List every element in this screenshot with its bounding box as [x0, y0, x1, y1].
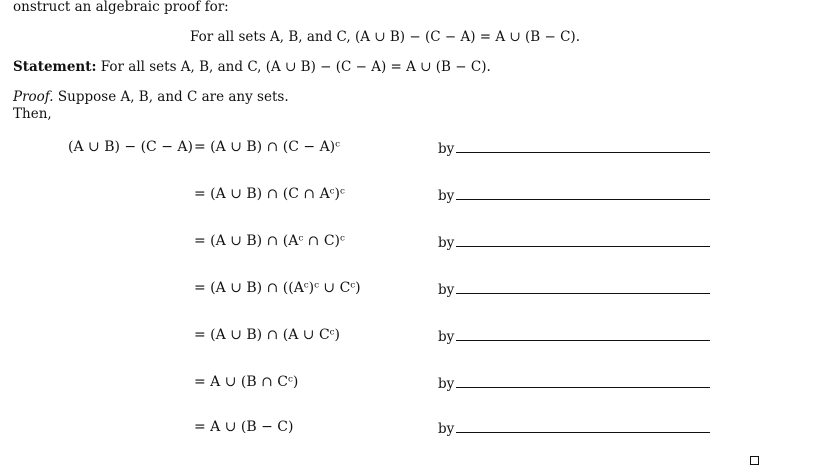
justification-blank[interactable]: [456, 340, 710, 341]
proof-label: Proof.: [13, 89, 54, 105]
step-by-label: by: [438, 188, 455, 204]
statement-text: For all sets A, B, and C, (A ∪ B) − (C − A) = A ∪ (B − C).: [100, 59, 491, 75]
centered-statement: For all sets A, B, and C, (A ∪ B) − (C − A) = A ∪ (B − C).: [190, 29, 580, 45]
qed-square-icon: [750, 456, 759, 465]
step-expression: = (A ∪ B) ∩ (C − A)ᶜ: [194, 139, 340, 155]
step-expression: = (A ∪ B) ∩ (Aᶜ ∩ C)ᶜ: [194, 233, 345, 249]
justification-blank[interactable]: [456, 293, 710, 294]
step-by-label: by: [438, 282, 455, 298]
step-by-label: by: [438, 421, 455, 437]
justification-blank[interactable]: [456, 246, 710, 247]
step-by-label: by: [438, 235, 455, 251]
step-expression: = (A ∪ B) ∩ ((Aᶜ)ᶜ ∪ Cᶜ): [194, 280, 361, 296]
step-by-label: by: [438, 376, 455, 392]
step-by-label: by: [438, 329, 455, 345]
justification-blank[interactable]: [456, 432, 710, 433]
justification-blank[interactable]: [456, 387, 710, 388]
step-expression: = A ∪ (B − C): [194, 419, 294, 435]
then-text: Then,: [13, 106, 52, 122]
step-expression: = (A ∪ B) ∩ (C ∩ Aᶜ)ᶜ: [194, 186, 345, 202]
derivation-lhs: (A ∪ B) − (C − A): [68, 139, 193, 155]
statement-label: Statement:: [13, 59, 97, 75]
justification-blank[interactable]: [456, 152, 710, 153]
intro-text: onstruct an algebraic proof for:: [13, 0, 229, 15]
step-expression: = (A ∪ B) ∩ (A ∪ Cᶜ): [194, 327, 340, 343]
step-by-label: by: [438, 141, 455, 157]
proof-text: Suppose A, B, and C are any sets.: [57, 89, 289, 105]
statement-line: [13, 59, 491, 75]
step-expression: = A ∪ (B ∩ Cᶜ): [194, 374, 299, 390]
proof-line: [13, 89, 289, 105]
justification-blank[interactable]: [456, 199, 710, 200]
